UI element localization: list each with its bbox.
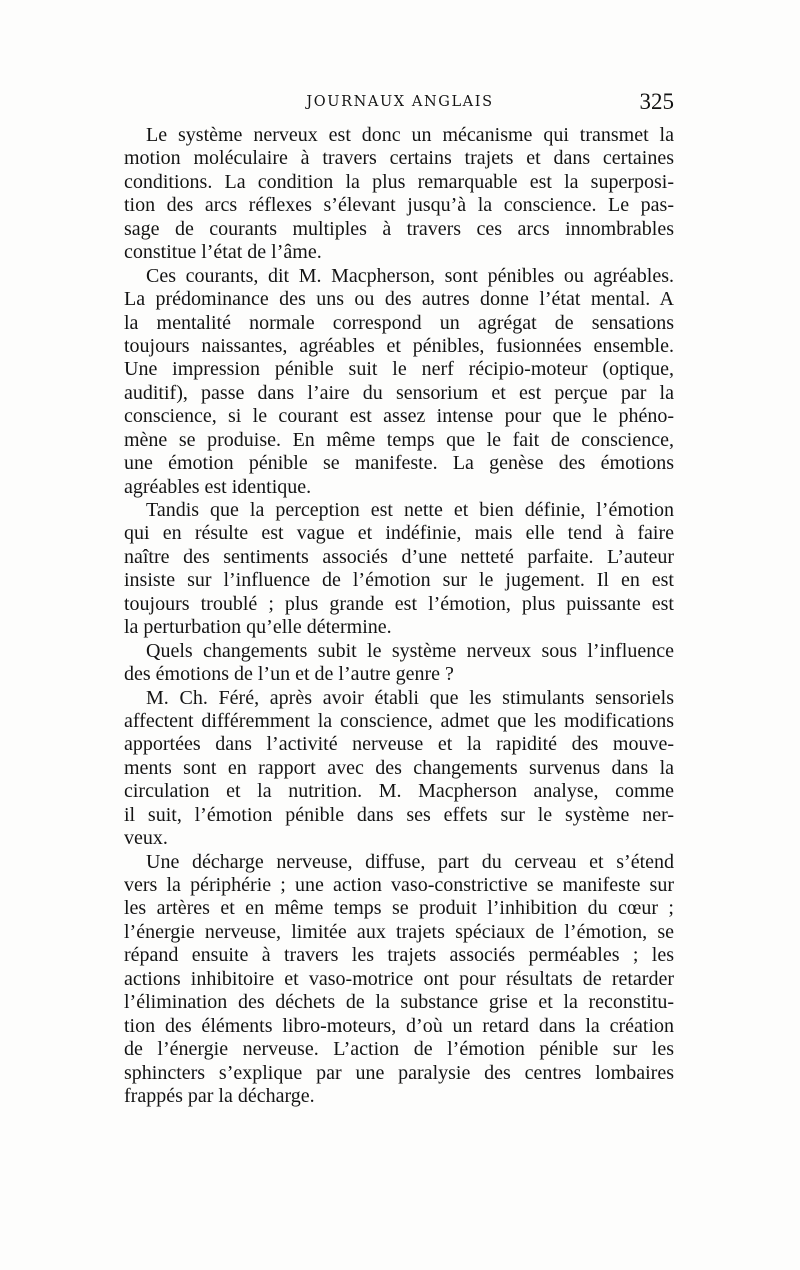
text-line: conditions. La condition la plus remarquable est la superposi- [124, 170, 674, 193]
text-line: l’élimination des déchets de la substance grise et la reconstitu- [124, 991, 674, 1014]
text-line: frappés par la décharge. [124, 1084, 315, 1107]
text-line: ments sont en rapport avec des changements survenus dans la [124, 756, 674, 779]
text-line: toujours troublé ; plus grande est l’émotion, plus puissante est [124, 592, 674, 615]
running-title: JOURNAUX ANGLAIS [306, 94, 494, 110]
text-line: une émotion pénible se manifeste. La genèse des émotions [124, 452, 674, 475]
page-number: 325 [639, 89, 674, 114]
text-line: la mentalité normale correspond un agrégat de sensations [124, 311, 674, 334]
text-line: vers la périphérie ; une action vaso-constrictive se manifeste sur [124, 874, 674, 896]
text-line: affectent différemment la conscience, admet que les modifications [124, 709, 674, 732]
text-line: sage de courants multiples à travers ces arcs innombrables [124, 217, 674, 240]
text-line: qui en résulte est vague et indéfinie, mais elle tend à faire [124, 522, 674, 545]
text-line: apportées dans l’activité nerveuse et la rapidité des mouve- [124, 733, 674, 756]
text-line: circulation et la nutrition. M. Macpherson analyse, comme [124, 780, 674, 803]
text-line: Tandis que la perception est nette et bien définie, l’émotion [146, 499, 674, 521]
text-line: sphincters s’explique par une paralysie des centres lombaires [124, 1061, 674, 1084]
text-line: tion des arcs réflexes s’élevant jusqu’à la conscience. Le pas- [124, 194, 674, 217]
text-line: mène se produise. En même temps que le fait de conscience, [124, 428, 674, 451]
text-line: M. Ch. Féré, après avoir établi que les stimulants sensoriels [146, 686, 674, 709]
text-line: toujours naissantes, agréables et pénibles, fusionnées ensemble. [124, 334, 674, 357]
text-line: répand ensuite à travers les trajets associés perméables ; les [124, 944, 674, 967]
text-line: auditif), passe dans l’aire du sensorium et est perçue par la [124, 381, 674, 404]
text-line: naître des sentiments associés d’une netteté parfaite. L’auteur [124, 545, 674, 568]
text-line: Quels changements subit le système nerveux sous l’influence [146, 639, 674, 662]
text-line: de l’énergie nerveuse. L’action de l’émotion pénible sur les [124, 1038, 674, 1061]
text-line: conscience, si le courant est assez intense pour que le phéno- [124, 405, 674, 428]
text-line: Une décharge nerveuse, diffuse, part du cerveau et s’étend [146, 850, 674, 873]
text-line: La prédominance des uns ou des autres donne l’état mental. A [124, 288, 674, 311]
text-line: il suit, l’émotion pénible dans ses effets sur le système ner- [124, 803, 674, 826]
text-line: veux. [124, 827, 168, 850]
text-line: actions inhibitoire et vaso-motrice ont pour résultats de retarder [124, 967, 674, 990]
text-line: la perturbation qu’elle détermine. [124, 616, 392, 639]
text-line: des émotions de l’un et de l’autre genre ? [124, 663, 454, 686]
text-line: constitue l’état de l’âme. [124, 241, 322, 264]
text-line: Le système nerveux est donc un mécanisme qui transmet la [146, 124, 674, 146]
text-line: tion des éléments libro-moteurs, d’où un retard dans la création [124, 1014, 674, 1037]
text-line: les artères et en même temps se produit l’inhibition du cœur ; [124, 897, 674, 920]
text-line: Ces courants, dit M. Macpherson, sont pénibles ou agréables. [146, 264, 674, 287]
text-line: Une impression pénible suit le nerf récipio-moteur (optique, [124, 358, 674, 381]
text-line: motion moléculaire à travers certains trajets et dans certaines [124, 147, 674, 170]
text-line: agréables est identique. [124, 475, 312, 498]
body-text [124, 124, 674, 1108]
running-head [126, 89, 674, 118]
text-line: insiste sur l’influence de l’émotion sur le jugement. Il en est [124, 569, 674, 592]
text-line: l’énergie nerveuse, limitée aux trajets spéciaux de l’émotion, se [124, 920, 674, 943]
